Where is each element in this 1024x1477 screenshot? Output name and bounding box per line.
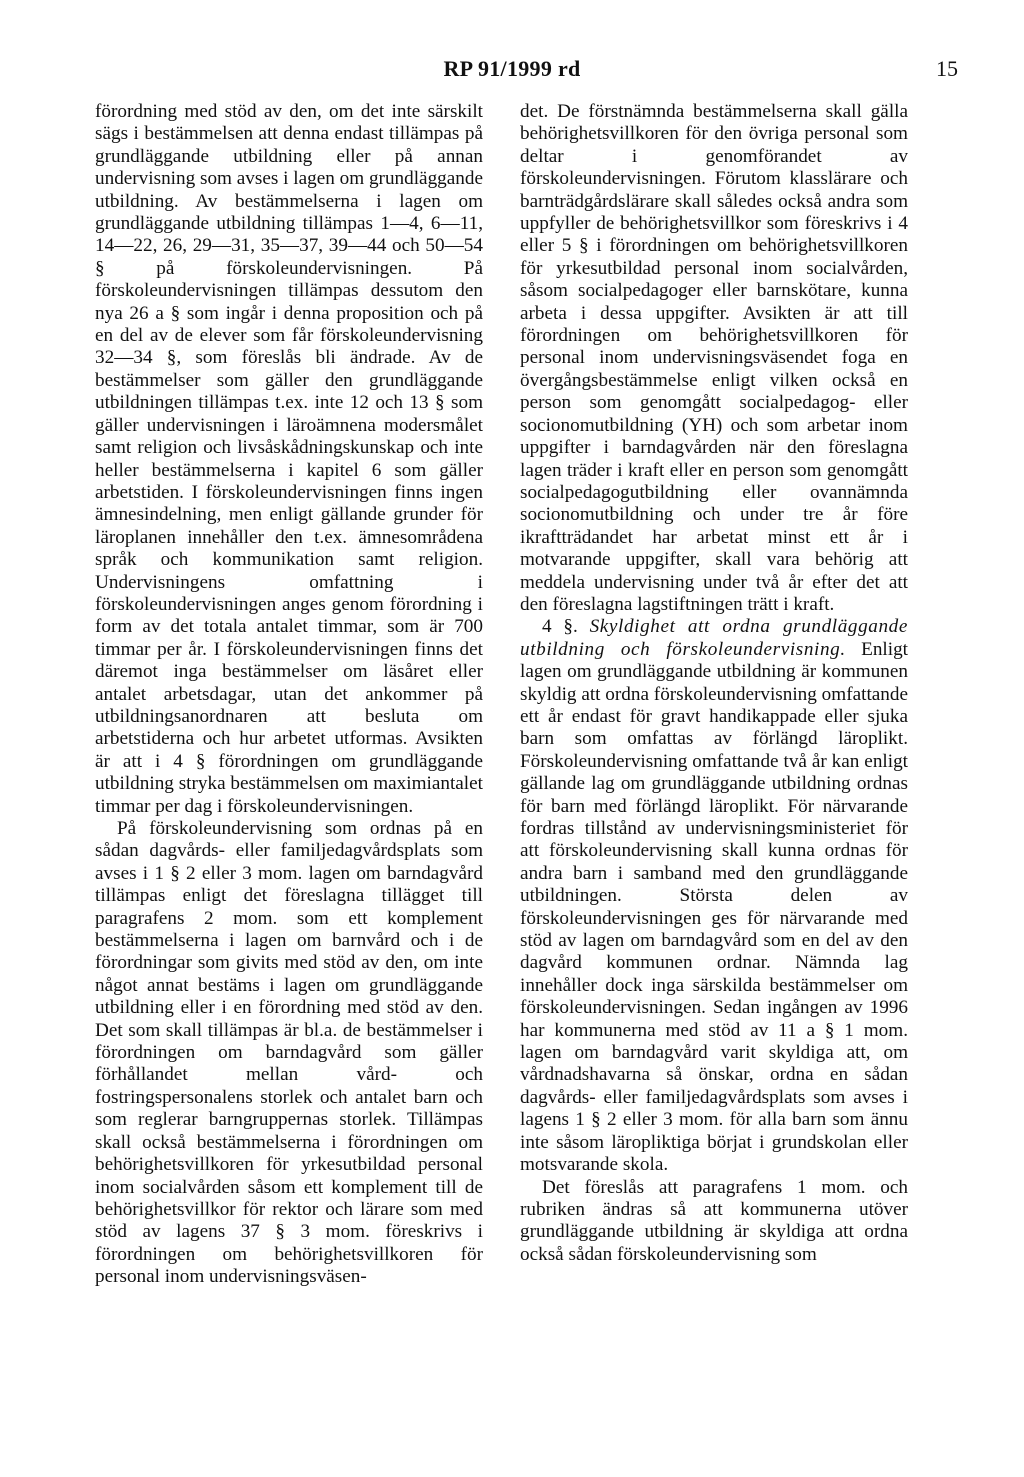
page-header	[0, 56, 1024, 86]
document-reference: RP 91/1999 rd	[443, 56, 581, 81]
section-heading: Skyldighet att ordna grundläggande utbildning och förskoleundervisning.	[520, 616, 908, 660]
right-paragraph-3: Det föreslås att paragrafens 1 mom. och rubriken ändras så att kommunerna utöver grundläggande utbildning är skyldiga att ordna också sådan förskoleundervisning som	[520, 1176, 908, 1265]
left-paragraph-2: På förskoleundervisning som ordnas på en sådan dagvårds- eller familjedagvårdsplats som avses i 1 § 2 eller 3 mom. lagen om barndagvård tillämpas enligt det föreslagna tillägget till paragrafens 2 mom. som ett komplement bestämmelserna i lagen om barnvård och i de förordningar som givits med stöd av den, om inte något annat bestäms i lagen om grundläggande utbildning eller i en förordning med stöd av den. Det som skall tillämpas är bl.a. de bestämmelser i förordningen om barndagvård som gäller förhållandet mellan vård- och fostringspersonalens storlek och antalet barn och som reglerar barngruppernas storlek. Tillämpas skall också bestämmelserna i förordningen om behörighetsvillkoren för yrkesutbildad personal inom socialvården såsom ett komplement till de behörighetsvillkor för rektor och lärare som med stöd av lagens 37 § 3 mom. föreskrivs i förordningen om behörighetsvillkoren för personal inom undervisningsväsen-	[95, 818, 483, 1288]
left-paragraph-1: förordning med stöd av den, om det inte särskilt sägs i bestämmelsen att denna endast tillämpas på grundläggande utbildning eller på annan undervisning som avses i lagen om grundläggande utbildning. Av bestämmelserna i lagen om grundläggande utbildning tillämpas 1—4, 6—11, 14—22, 26, 29—31, 35—37, 39—44 och 50—54 § på förskoleundervisningen. På förskoleundervisningen tillämpas dessutom den nya 26 a § som ingår i denna proposition och på en del av de elever som får förskoleundervisning 32—34 §, som föreslås bli ändrade. Av de bestämmelser som gäller den grundläggande utbildningen tillämpas t.ex. inte 12 och 13 § som gäller undervisningen i läroämnena modersmålet samt religion och livsåskådningskunskap och inte heller bestämmelserna i kapitel 6 som gäller arbetstiden. I förskoleundervisningen finns ingen ämnesindelning, men enligt gällande grunder för läroplanen innehåller den t.ex. ämnesområdena språk och kommunikation samt religion. Undervisningens omfattning i förskoleundervisningen anges genom förordning i form av det totala antalet timmar, som är 700 timmar per år. I förskoleundervisningen finns det däremot inga bestämmelser om läsåret eller antalet arbetsdagar, utan det ankommer på utbildningsanordnaren att besluta om arbetstiderna och hur arbetet utformas. Avsikten är att i 4 § förordningen om grundläggande utbildning stryka bestämmelsen om maximiantalet timmar per dag i förskoleundervisningen.	[95, 101, 483, 817]
right-paragraph-1: det. De förstnämnda bestämmelserna skall gälla behörighetsvillkoren för den övriga personal som deltar i genomförandet av förskoleundervisningen. Förutom klasslärare och barnträdgårdslärare skall således också andra som uppfyller de behörighetsvillkor som föreskrivs i 4 eller 5 § i förordningen om behörighetsvillkoren för yrkesutbildad personal inom socialvården, såsom socialpedagoger eller barnskötare, kunna arbeta i dessa uppgifter. Avsikten är att till förordningen om behörighetsvillkoren för personal inom undervisningsväsendet foga en övergångsbestämmelse enligt vilken också en person som genomgått socialpedagog- eller socionomutbildning (YH) och som arbetar inom uppgifter i barndagvården när den föreslagna lagen träder i kraft eller en person som genomgått socialpedagogutbildning eller ovannämnda socionomutbildning och under tre år före ikraftträdandet har arbetat minst ett år i motvarande uppgifter, skall vara behörig att meddela undervisning under två år efter det att den föreslagna lagstiftningen trätt i kraft.	[520, 101, 908, 615]
section-body: Enligt lagen om grundläggande utbildning är kommunen skyldig att ordna förskoleundervisning omfattande ett år endast för gravt handikappade eller sjuka barn som omfattas av förlängd läroplikt. Förskoleundervisning omfattande två år kan enligt gällande lag om grundläggande utbildning ordnas för barn med förlängd läroplikt. För närvarande fordras tillstånd av undervisningsministeriet för att förskoleundervisning skall kunna ordnas för andra barn i samband med den grundläggande utbildningen. Största delen av förskoleundervisningen ges för närvarande med stöd av lagen om barndagvård som en del av den dagvård kommunen ordnar. Nämnda lag innehåller dock inga särskilda bestämmelser om förskoleundervisningen. Sedan ingången av 1996 har kommunerna med stöd av 11 a § 1 mom. lagen om barndagvård varit skyldiga att, om vårdnadshavarna så önskar, ordna en sådan dagvårds- eller familjedagvårdsplats som avses i lagens 1 § 2 eller 3 mom. för alla barn som ännu inte såsom läropliktiga börjat i grundskolan eller motsvarande skola.	[520, 638, 909, 1176]
left-column	[95, 101, 483, 1289]
right-column	[520, 101, 908, 1266]
page-number: 15	[936, 56, 958, 81]
right-paragraph-2	[520, 616, 908, 1176]
section-number: 4 §.	[542, 616, 578, 638]
